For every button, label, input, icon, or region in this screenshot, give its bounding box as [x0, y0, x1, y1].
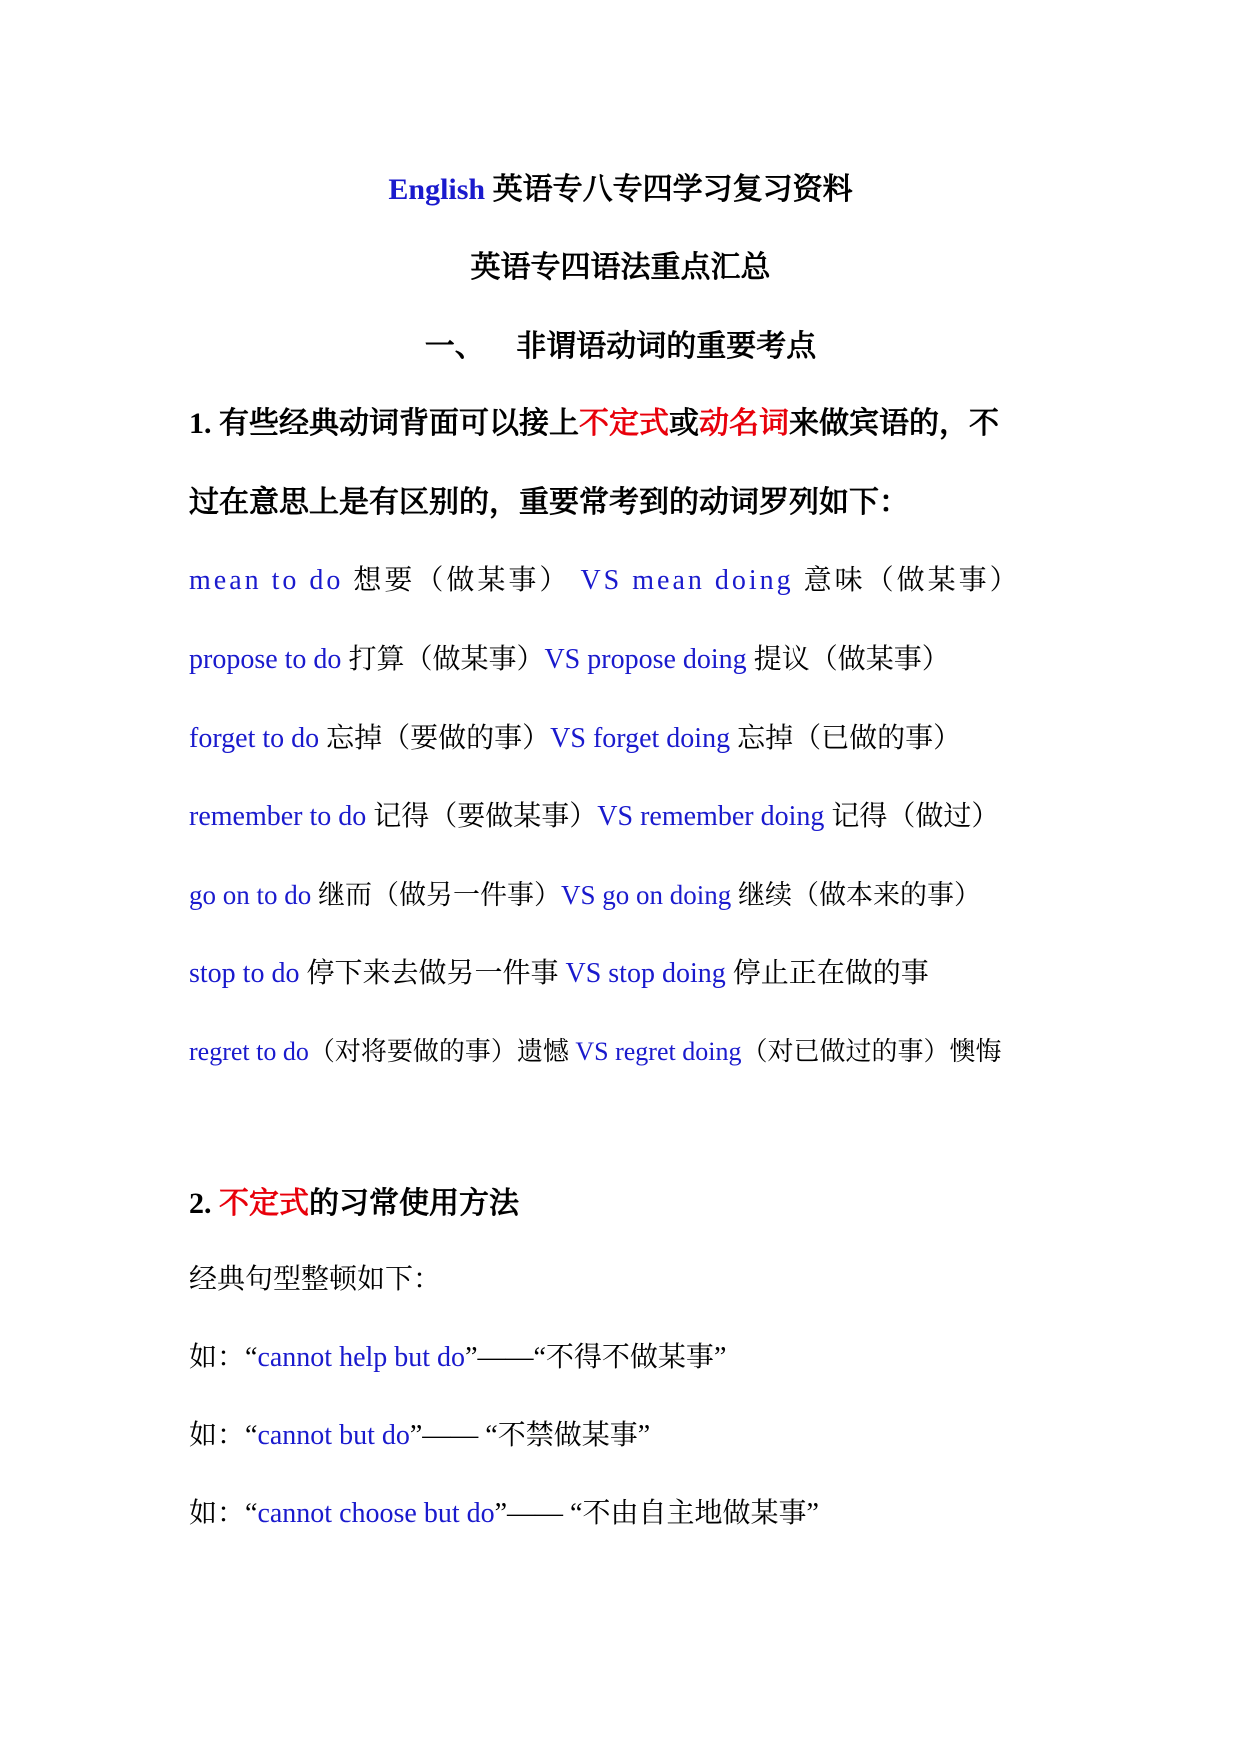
section-title: 非谓语动词的重要考点 [516, 330, 817, 363]
example-meaning: 不由自主地做某事 [582, 1498, 807, 1529]
verb-form-a: forget to do [189, 723, 320, 754]
term-gerund: 动名词 [699, 407, 789, 440]
item1-text-c: 来做宾语的，不 [789, 407, 999, 440]
example-row [189, 1500, 819, 1528]
verb-meaning-b: 忘掉（已做的事） [737, 723, 962, 754]
example-row [189, 1344, 726, 1372]
verb-form-a: mean to do [189, 565, 344, 596]
example-meaning: 不得不做某事 [545, 1342, 714, 1373]
item1-number: 1. [189, 407, 212, 440]
example-dash: ”——“ [465, 1342, 546, 1373]
item2-number: 2. [189, 1187, 212, 1220]
verb-meaning-a: 记得（要做某事） [373, 801, 598, 832]
verb-pair-row [189, 882, 981, 909]
verb-form-b: VS mean doing [580, 565, 794, 596]
verb-meaning-b: 提议（做某事） [753, 644, 950, 675]
verb-pair-row [189, 567, 1021, 595]
verb-form-b: VS go on doing [561, 880, 732, 910]
verb-meaning-a: 想要（做某事） [353, 565, 571, 596]
example-prefix: 如：“ [189, 1342, 258, 1373]
verb-pair-row [189, 725, 961, 753]
example-suffix: ” [637, 1420, 651, 1451]
title-english: English [388, 173, 486, 206]
verb-pair-row [189, 960, 929, 988]
section-number: 一、 [424, 330, 485, 363]
verb-form-b: VS remember doing [597, 801, 825, 832]
example-phrase: cannot but do [257, 1420, 410, 1451]
example-suffix: ” [713, 1342, 727, 1373]
verb-form-a: propose to do [189, 644, 342, 675]
verb-pair-row [189, 803, 999, 831]
section-heading [0, 332, 1241, 362]
item1-text-b: 或 [669, 407, 699, 440]
verb-form-b: VS propose doing [544, 644, 747, 675]
verb-form-b: VS stop doing [565, 958, 726, 989]
verb-meaning-b: 意味（做某事） [803, 565, 1021, 596]
term-infinitive: 不定式 [579, 407, 669, 440]
example-prefix: 如：“ [189, 1498, 258, 1529]
item1-heading [189, 409, 999, 439]
verb-form-b: VS forget doing [550, 723, 731, 754]
example-row [189, 1422, 650, 1450]
verb-meaning-a: 忘掉（要做的事） [326, 723, 551, 754]
item1-heading-cont: 过在意思上是有区别的，重要常考到的动词罗列如下： [189, 486, 909, 519]
example-phrase: cannot help but do [257, 1342, 466, 1373]
verb-meaning-b: 记得（做过） [831, 801, 1000, 832]
example-phrase: cannot choose but do [257, 1498, 495, 1529]
verb-form-a: regret to do [189, 1037, 309, 1066]
verb-meaning-a: 停下来去做另一件事 [306, 958, 559, 989]
verb-pair-row [189, 646, 950, 674]
example-dash: ”—— “ [409, 1420, 498, 1451]
example-suffix: ” [806, 1498, 819, 1529]
example-meaning: 不禁做某事 [497, 1420, 638, 1451]
document-title [0, 175, 1241, 205]
verb-form-b: VS regret doing [575, 1037, 742, 1066]
verb-meaning-a: （对将要做的事）遗憾 [308, 1037, 569, 1066]
item2-title: 的习常使用方法 [309, 1187, 519, 1220]
verb-meaning-a: 打算（做某事） [348, 644, 545, 675]
verb-form-a: go on to do [189, 880, 312, 910]
verb-meaning-b: 停止正在做的事 [732, 958, 929, 989]
item2-heading [189, 1189, 519, 1219]
example-prefix: 如：“ [189, 1420, 258, 1451]
verb-pair-row [189, 1039, 1001, 1065]
item2-intro: 经典句型整顿如下： [189, 1264, 442, 1295]
item1-text-a: 有些经典动词背面可以接上 [219, 407, 579, 440]
verb-form-a: stop to do [189, 958, 300, 989]
verb-meaning-b: 继续（做本来的事） [738, 880, 982, 910]
verb-meaning-a: 继而（做另一件事） [318, 880, 562, 910]
example-dash: ”—— “ [494, 1498, 583, 1529]
verb-form-a: remember to do [189, 801, 367, 832]
title-chinese: 英语专八专四学习复习资料 [492, 173, 853, 206]
verb-meaning-b: （对已做过的事）懊悔 [741, 1037, 1002, 1066]
term-infinitive: 不定式 [219, 1187, 309, 1220]
document-subtitle: 英语专四语法重点汇总 [470, 251, 771, 284]
